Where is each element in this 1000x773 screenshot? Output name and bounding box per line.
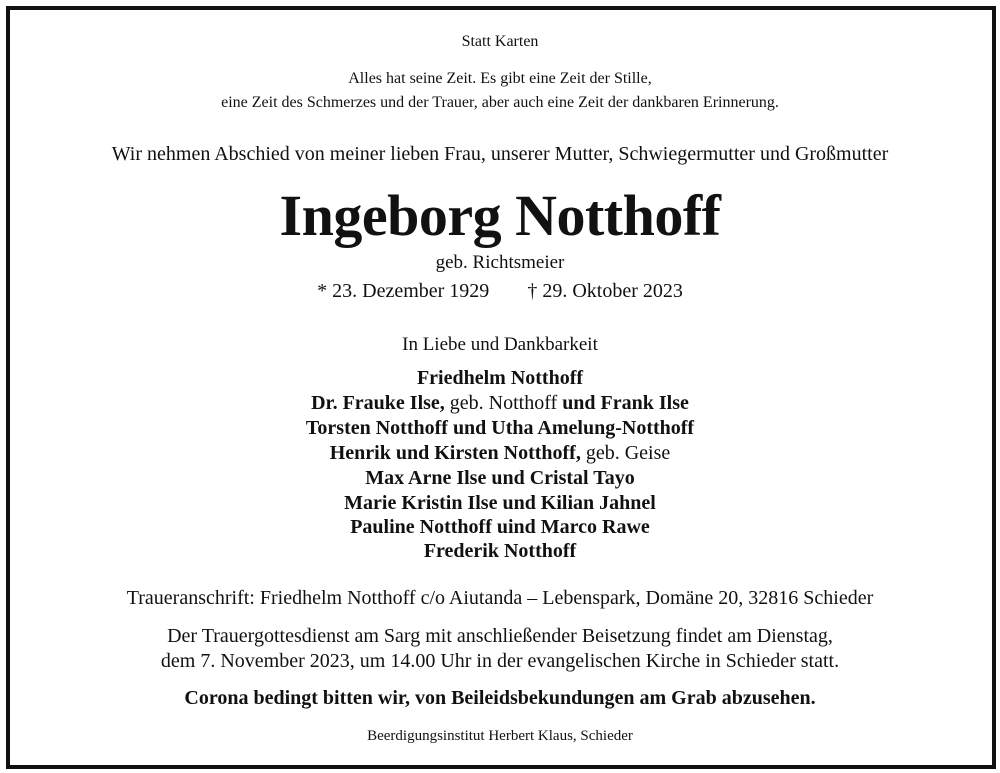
family-member: Marie Kristin Ilse und Kilian Jahnel [344, 492, 656, 514]
life-dates [0, 280, 1000, 303]
poem-line-2: eine Zeit des Schmerzes und der Trauer, aber auch eine Zeit der dankbaren Erinnerung. [221, 94, 779, 111]
family-member [0, 392, 1000, 415]
deceased-name: Ingeborg Notthoff [279, 183, 721, 248]
family-member-maiden: geb. Geise [580, 442, 671, 464]
mourning-address: Traueranschrift: Friedhelm Notthoff c/o Aiutanda – Lebenspark, Domäne 20, 32816 Schieder [126, 587, 874, 609]
family-member: Torsten Notthoff und Utha Amelung-Notthoff [305, 417, 695, 439]
statt-karten: Statt Karten [461, 33, 539, 50]
death-date: † 29. Oktober 2023 [527, 280, 683, 302]
intro-text: Wir nehmen Abschied von meiner lieben Frau, unserer Mutter, Schwiegermutter und Großmutter [111, 143, 889, 165]
family-member [0, 442, 1000, 465]
family-member-partner: und Frank Ilse [562, 392, 689, 414]
service-line-1: Der Trauergottesdienst am Sarg mit anschließender Beisetzung findet am Dienstag, [167, 625, 833, 647]
birth-date: * 23. Dezember 1929 [317, 280, 490, 302]
family-member: Friedhelm Notthoff [416, 367, 584, 389]
family-member: Frederik Notthoff [423, 540, 577, 562]
maiden-name: geb. Richtsmeier [435, 252, 565, 273]
family-heading: In Liebe und Dankbarkeit [402, 334, 598, 355]
service-line-2: dem 7. November 2023, um 14.00 Uhr in der evangelischen Kirche in Schieder statt. [160, 650, 840, 672]
corona-note: Corona bedingt bitten wir, von Beileidsbekundungen am Grab abzusehen. [184, 687, 816, 709]
family-member-maiden: geb. Notthoff [444, 392, 563, 414]
family-member-name: Henrik und Kirsten Notthoff, [329, 442, 581, 464]
funeral-home: Beerdigungsinstitut Herbert Klaus, Schieder [367, 728, 633, 744]
poem-line-1: Alles hat seine Zeit. Es gibt eine Zeit der Stille, [348, 70, 652, 87]
family-member: Pauline Notthoff uind Marco Rawe [350, 516, 650, 538]
family-member: Max Arne Ilse und Cristal Tayo [365, 467, 635, 489]
family-member-name: Dr. Frauke Ilse, [311, 392, 445, 414]
